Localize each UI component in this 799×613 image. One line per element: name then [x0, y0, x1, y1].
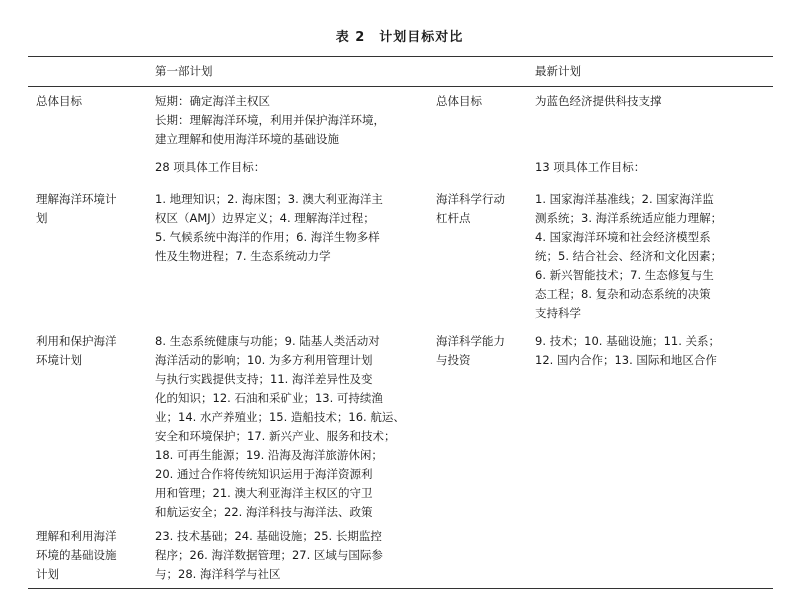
- row-overall-right-label: [436, 92, 482, 111]
- label-line: 划: [36, 211, 48, 225]
- row-count-right: [535, 158, 645, 177]
- header-new-plan: 最新计划: [535, 64, 581, 78]
- text-line: 程序；26. 海洋数据管理；27. 区域与国际参: [155, 548, 383, 562]
- label-line: 杠杆点: [436, 211, 471, 225]
- row-understand-left-label: [36, 190, 117, 228]
- text-line: 测系统；3. 海洋系统适应能力理解；: [535, 211, 723, 225]
- label-line: 理解和利用海洋: [36, 529, 117, 543]
- text-line: 海洋活动的影响；10. 为多方利用管理计划: [155, 353, 373, 367]
- text-line: 安全和环境保护；17. 新兴产业、服务和技术；: [155, 429, 396, 443]
- text-line: 与；28. 海洋科学与社区: [155, 567, 281, 581]
- table-caption: 表 2 计划目标对比: [335, 30, 464, 45]
- row-protect-right-label: [436, 332, 505, 370]
- text-line: 28 项具体工作目标：: [155, 160, 266, 174]
- label-line: 理解海洋环境计: [36, 192, 117, 206]
- label-line: 与投资: [436, 353, 471, 367]
- text-line: 化的知识；12. 石油和采矿业；13. 可持续渔: [155, 391, 383, 405]
- text-line: 为蓝色经济提供科技支撑: [535, 94, 662, 108]
- text-line: 6. 新兴智能技术；7. 生态修复与生: [535, 268, 714, 282]
- text-line: 用和管理；21. 澳大利亚海洋主权区的守卫: [155, 486, 373, 500]
- row-overall-left-content: [155, 92, 385, 149]
- text-line: 12. 国内合作；13. 国际和地区合作: [535, 353, 717, 367]
- row-infra-left-content: [155, 527, 383, 584]
- row-protect-right-content: [535, 332, 720, 370]
- text-line: 1. 国家海洋基准线；2. 国家海洋监: [535, 192, 714, 206]
- text-line: 9. 技术；10. 基础设施；11. 关系；: [535, 334, 721, 348]
- text-line: 13 项具体工作目标：: [535, 160, 646, 174]
- text-line: 性及生物进程；7. 生态系统动力学: [155, 249, 331, 263]
- label-line: 环境的基础设施: [36, 548, 117, 562]
- text-line: 态工程；8. 复杂和动态系统的决策: [535, 287, 711, 301]
- label-line: 计划: [36, 567, 59, 581]
- text-line: 18. 可再生能源；19. 沿海及海洋旅游休闲；: [155, 448, 383, 462]
- text-line: 支持科学: [535, 306, 581, 320]
- row-count-left: [155, 158, 265, 177]
- top-rule: [28, 56, 773, 57]
- label-line: 海洋科学行动: [436, 192, 505, 206]
- text-line: 4. 国家海洋环境和社会经济模型系: [535, 230, 711, 244]
- row-infra-left-label: [36, 527, 117, 584]
- row-protect-left-label: [36, 332, 117, 370]
- row-understand-left-content: [155, 190, 383, 266]
- header-first-plan: 第一部计划: [155, 64, 213, 78]
- text-line: 与执行实践提供支持；11. 海洋差异性及变: [155, 372, 373, 386]
- text-line: 20. 通过合作将传统知识运用于海洋资源利: [155, 467, 373, 481]
- row-understand-right-label: [436, 190, 505, 228]
- text-line: 长期：理解海洋环境，利用并保护海洋环境，: [155, 113, 385, 127]
- text-line: 业；14. 水产养殖业；15. 造船技术；16. 航运、: [155, 410, 405, 424]
- row-overall-right-content: [535, 92, 662, 111]
- label-line: 利用和保护海洋: [36, 334, 117, 348]
- text-line: 5. 气候系统中海洋的作用；6. 海洋生物多样: [155, 230, 380, 244]
- text-line: 统；5. 结合社会、经济和文化因素；: [535, 249, 723, 263]
- row-understand-right-content: [535, 190, 722, 323]
- label-line: 海洋科学能力: [436, 334, 505, 348]
- text-line: 1. 地理知识；2. 海床图；3. 澳大利亚海洋主: [155, 192, 383, 206]
- header-rule: [28, 86, 773, 87]
- text-line: 23. 技术基础；24. 基础设施；25. 长期监控: [155, 529, 382, 543]
- row-overall-left-label: [36, 92, 82, 111]
- row-protect-left-content: [155, 332, 405, 522]
- label-line: 总体目标: [436, 94, 482, 108]
- text-line: 8. 生态系统健康与功能；9. 陆基人类活动对: [155, 334, 380, 348]
- bottom-rule: [28, 588, 773, 589]
- text-line: 短期：确定海洋主权区: [155, 94, 270, 108]
- text-line: 和航运安全；22. 海洋科技与海洋法、政策: [155, 505, 373, 519]
- text-line: 权区（AMJ）边界定义；4. 理解海洋过程；: [155, 211, 375, 225]
- label-line: 总体目标: [36, 94, 82, 108]
- label-line: 环境计划: [36, 353, 82, 367]
- text-line: 建立理解和使用海洋环境的基础设施: [155, 132, 339, 146]
